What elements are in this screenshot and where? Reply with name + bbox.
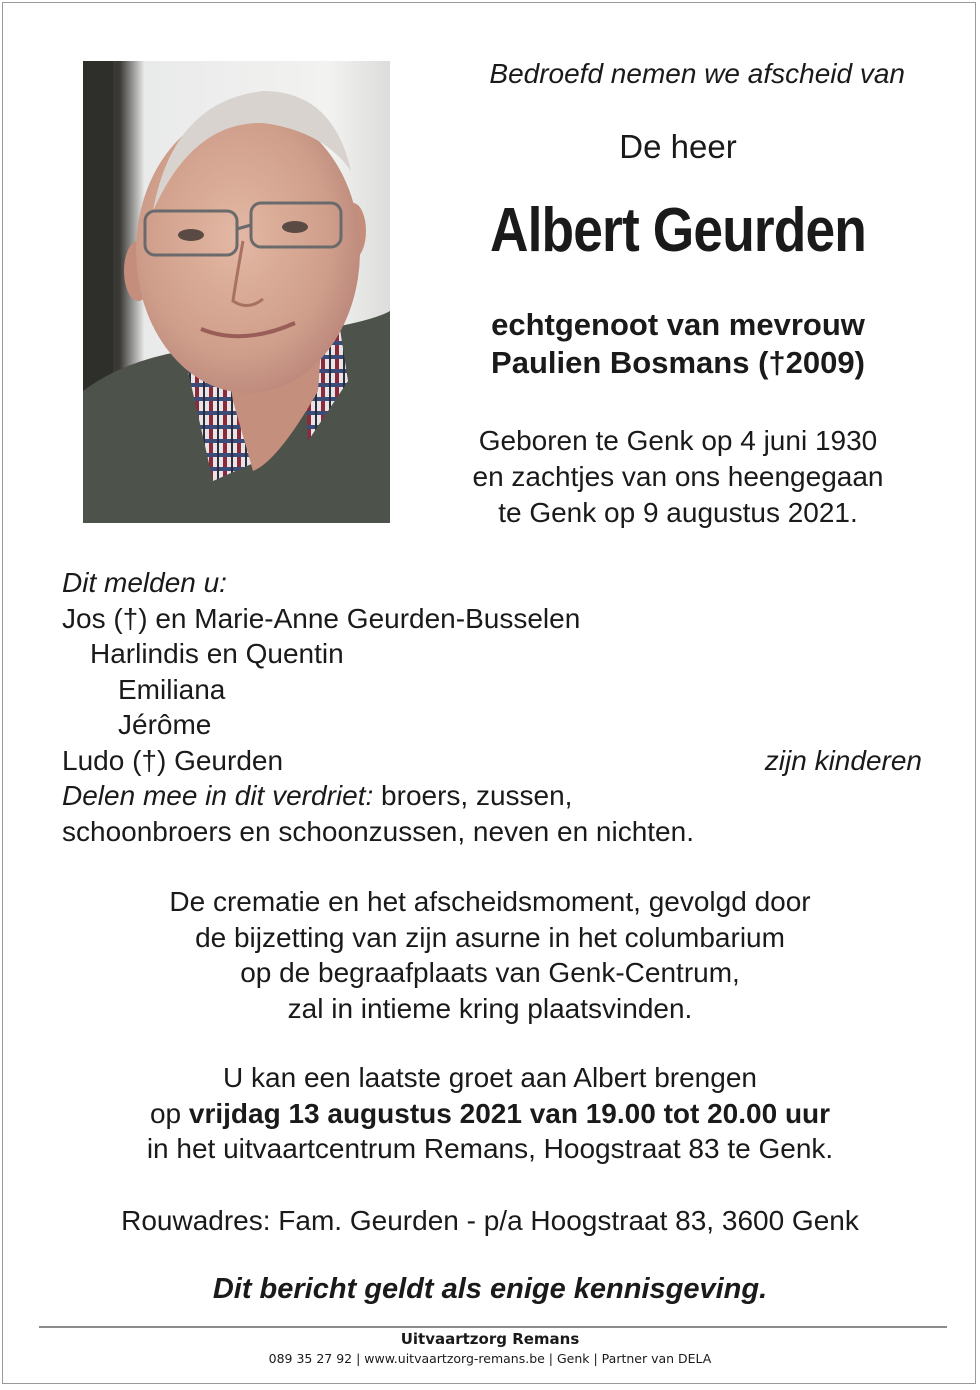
- share-text: broers, zussen,: [373, 780, 573, 811]
- visit-datetime: vrijdag 13 augustus 2021 van 19.00 tot 20.00 uur: [188, 1097, 831, 1129]
- visit-line-3: in het uitvaartcentrum Remans, Hoogstraat 83 te Genk.: [146, 1133, 834, 1164]
- visit-prefix: op: [149, 1097, 189, 1129]
- visit-line-2: [3, 1096, 976, 1132]
- cremation-line-4: zal in intieme kring plaatsvinden.: [287, 992, 693, 1024]
- family-grandchildren: Harlindis en Quentin: [90, 638, 344, 669]
- visit-line-1: U kan een laatste groet aan Albert brengen: [223, 1062, 757, 1093]
- share-line: [62, 778, 922, 814]
- mourning-address: Rouwadres: Fam. Geurden - p/a Hoogstraat 83, 3600 Genk: [121, 1205, 859, 1236]
- honorific: De heer: [619, 128, 737, 165]
- footer-divider: [39, 1326, 947, 1328]
- family-child-2-row: [62, 743, 922, 779]
- spouse-line-2: Paulien Bosmans (†2009): [491, 345, 865, 380]
- spouse-line-1: echtgenoot van mevrouw: [491, 307, 865, 342]
- family-great-grandchild-2: Jérôme: [118, 709, 212, 740]
- children-label: zijn kinderen: [764, 744, 922, 776]
- family-child-2: Ludo (†) Geurden: [62, 744, 284, 776]
- portrait-photo: [83, 61, 390, 523]
- born-line-2: en zachtjes van ons heengegaan: [472, 461, 884, 492]
- footer-contact: 089 35 27 92 | www.uitvaartzorg-remans.be | Genk | Partner van DELA: [268, 1351, 712, 1366]
- announce-label: Dit melden u:: [62, 567, 227, 598]
- cremation-info: [3, 884, 976, 1026]
- born-line-1: Geboren te Genk op 4 juni 1930: [478, 425, 878, 456]
- family-child-1: Jos (†) en Marie-Anne Geurden-Busselen: [62, 602, 581, 634]
- share-label: Delen mee in dit verdriet:: [62, 780, 374, 811]
- family-great-grandchild-1: Emiliana: [118, 673, 226, 705]
- portrait-illustration: [83, 61, 390, 523]
- share-line-2: schoonbroers en schoonzussen, neven en nichten.: [62, 815, 694, 847]
- obituary-card: [2, 2, 976, 1384]
- birth-death-info: [413, 423, 943, 531]
- visit-info: [3, 1060, 976, 1167]
- cremation-line-3: op de begraafplaats van Genk-Centrum,: [240, 957, 740, 988]
- born-line-3: te Genk op 9 augustus 2021.: [498, 497, 858, 528]
- family-section: [62, 565, 922, 849]
- deceased-name: Albert Geurden: [489, 196, 867, 265]
- intro-text: Bedroefd nemen we afscheid van: [489, 58, 905, 89]
- notice-text: Dit bericht geldt als enige kennisgeving.: [212, 1273, 768, 1305]
- cremation-line-2: de bijzetting van zijn asurne in het columbarium: [195, 921, 785, 953]
- footer-company: Uitvaartzorg Remans: [400, 1330, 580, 1348]
- cremation-line-1: De crematie en het afscheidsmoment, gevolgd door: [169, 886, 811, 917]
- spouse-info: [413, 306, 943, 382]
